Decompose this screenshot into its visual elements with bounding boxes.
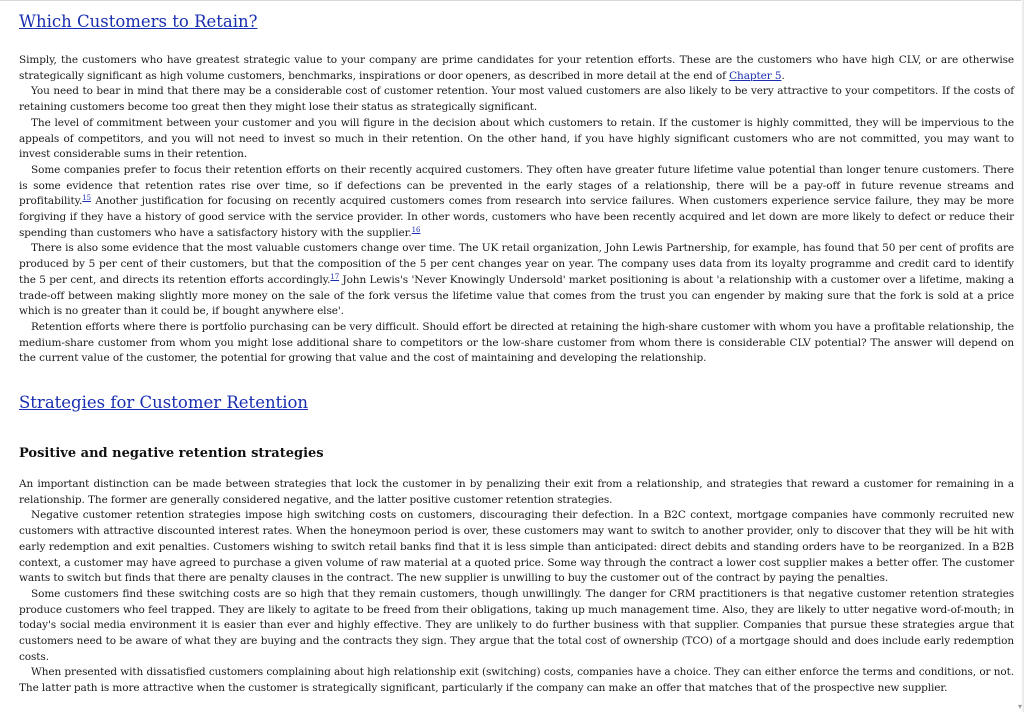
section-link-retain[interactable]: Which Customers to Retain? [19, 12, 258, 31]
section-body-retain [19, 53, 1014, 367]
paragraph: You need to bear in mind that there may be a considerable cost of customer retention. Your most valued customers are also likely to be very attractive to your competitors. If the costs of retaining customers become too great then they might lose their status as strategically significant. [19, 85, 1014, 114]
paragraph [19, 53, 1014, 84]
footnote-link[interactable]: 15 [82, 194, 91, 203]
chapter-link[interactable]: Chapter 5 [729, 69, 782, 82]
paragraph [19, 241, 1014, 320]
paragraph-text: Simply, the customers who have greatest strategic value to your company are prime candidates for your retention efforts. These are the customers who have high CLV, or are otherwise strategically significant as high volume customers, benchmarks, inspirations or door openers, as described in more detail at the end of [19, 54, 1014, 82]
paragraph-text: Some companies prefer to focus their retention efforts on their recently acquired customers. They often have greater future lifetime value potential than longer tenure customers. There is some evidence that retention rates rise over time, so if defections can be prevented in the early stages of a relationship, there will be a pay-off in future revenue streams and profitability. [19, 163, 1014, 208]
footnote-link[interactable]: 16 [411, 225, 421, 234]
paragraph: An important distinction can be made between strategies that lock the customer in by penalizing their exit from a relationship, and strategies that reward a customer for remaining in a relationship. The former are generally considered negative, and the latter positive customer retention strategies. [19, 478, 1014, 506]
paragraph: When presented with dissatisfied customers complaining about high relationship exit (switching) costs, companies have a choice. They can either enforce the terms and conditions, or not. The latter path is more attractive when the customer is strategically significant, particularly if the company can make an offer that matches that of the prospective new supplier. [19, 666, 1014, 695]
footnote-link[interactable]: 17 [330, 272, 340, 281]
section-heading-strategies [19, 393, 308, 413]
paragraph-text: There is also some evidence that the most valuable customers change over time. The UK retail organization, John Lewis Partnership, for example, has found that 50 per cent of profits are produced by 5 per cent of their customers, but that the composition of the 5 per cent changes year on year. The company uses data from its loyalty programme and credit card to identify the 5 per cent, and directs its retention efforts accordingly. [19, 242, 1014, 286]
paragraph: Negative customer retention strategies impose high switching costs on customers, discouraging their defection. In a B2C context, mortgage companies have commonly recruited new customers with attractive discounted interest rates. When the honeymoon period is over, these customers may want to switch to another provider, only to discover that they will be hit with early redemption and exit penalties. Customers wishing to switch retail banks find that it is less simple than anticipated: direct debits and standing orders have to be reorganized. In a B2B context, a customer may have agreed to purchase a given volume of raw material at a quoted price. Some way through the contract a lower cost supplier makes a better offer. The customer wants to switch but finds that there are penalty clauses in the contract. The new supplier is unwilling to buy the customer out of the contract by paying the penalties. [19, 509, 1014, 585]
paragraph-text: John Lewis's 'Never Knowingly Undersold' market positioning is about 'a relationship with a customer over a lifetime, making a trade-off between making slightly more money on the sale of the fork versus the lifetime value that comes from the trust you can engender by making sure that the fork is sold at a price which is no greater than it could be, if bought anywhere else'. [19, 273, 1014, 318]
scroll-down-icon[interactable]: ▾ [1017, 702, 1022, 711]
section-heading-retain [19, 12, 258, 32]
paragraph-text: Another justification for focusing on recently acquired customers comes from research into service failures. When customers experience service failure, they may be more forgiving if they have a history of good service with the service provider. In other words, customers who have been recently acquired and let down are more likely to defect or reduce their spending than customers who have a satisfactory history with the supplier. [19, 195, 1014, 239]
paragraph-text: . [781, 69, 785, 82]
paragraph: Retention efforts where there is portfolio purchasing can be very difficult. Should effort be directed at retaining the high-share customer with whom you have a profitable relationship, the medium-share customer from whom you might lose additional share to competitors or the low-share customer from whom there is considerable CLV potential? The answer will depend on the current value of the customer, the potential for growing that value and the cost of maintaining and developing the relationship. [19, 320, 1014, 365]
paragraph: The level of commitment between your customer and you will figure in the decision about which customers to retain. If the customer is highly committed, they will be impervious to the appeals of competitors, and you will not need to invest so much in their retention. On the other hand, if you have highly significant customers who are not committed, you may want to invest considerable sums in their retention. [19, 116, 1014, 161]
paragraph [19, 163, 1014, 242]
subsection-heading: Positive and negative retention strategies [19, 446, 324, 461]
section-body-strategies [19, 477, 1014, 697]
section-link-strategies[interactable]: Strategies for Customer Retention [19, 393, 309, 412]
top-border [0, 0, 1024, 1]
paragraph: Some customers find these switching costs are so high that they remain customers, though unwillingly. The danger for CRM practitioners is that negative customer retention strategies produce customers who feel trapped. They are likely to agitate to be freed from their obligations, taking up much management time. Also, they are likely to utter negative word-of-mouth; in today's social media environment it is easier than ever and highly effective. They are unlikely to do further business with that supplier. Companies that pursue these strategies argue that customers need to be aware of what they are buying and the contracts they sign. They argue that the total cost of ownership (TCO) of a mortgage should and does include early redemption costs. [19, 587, 1014, 663]
